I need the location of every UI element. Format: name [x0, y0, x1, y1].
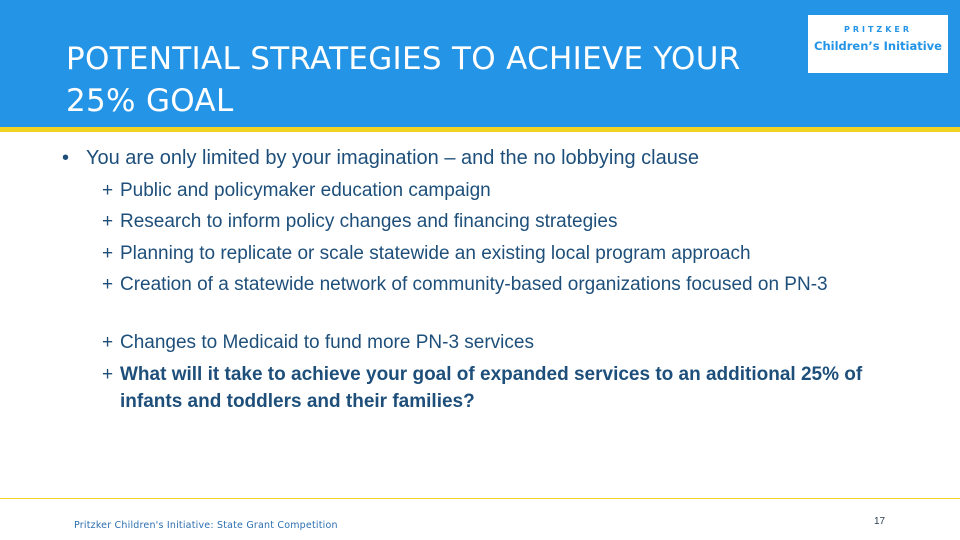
slide-title-line-1: POTENTIAL STRATEGIES TO ACHIEVE YOUR	[66, 41, 741, 77]
sub-bullet-item-question	[102, 361, 902, 415]
plus-icon: +	[102, 243, 114, 264]
pritzker-logo	[808, 15, 948, 73]
plus-icon: +	[102, 180, 114, 201]
sub-bullet-item	[102, 177, 902, 204]
main-bullet	[62, 146, 699, 170]
plus-icon: +	[102, 332, 114, 353]
header-accent-stripe	[0, 127, 960, 132]
sub-bullet-item	[102, 329, 902, 356]
logo-wordmark-top: PRITZKER	[843, 25, 913, 34]
sub-bullet-text: Planning to replicate or scale statewide an existing local program approach	[120, 243, 751, 264]
sub-bullet-item	[102, 240, 902, 267]
logo-wordmark-bottom: Children’s Initiative	[814, 39, 942, 53]
footer-divider	[0, 498, 960, 499]
sub-bullet-text: Creation of a statewide network of community-based organizations focused on PN-3	[120, 274, 828, 295]
page-number: 17	[874, 516, 886, 527]
plus-icon: +	[102, 364, 114, 385]
footer-caption: Pritzker Children's Initiative: State Grant Competition	[74, 520, 338, 531]
sub-bullet-text: Public and policymaker education campaign	[120, 180, 491, 201]
plus-icon: +	[102, 211, 114, 232]
slide-title	[66, 38, 796, 122]
bullet-dot-icon: •	[62, 147, 70, 169]
sub-bullet-text: Research to inform policy changes and financing strategies	[120, 211, 618, 232]
sub-bullet-text: What will it take to achieve your goal of expanded services to an additional 25% of infants and toddlers and their families?	[120, 364, 863, 412]
sub-bullet-text: Changes to Medicaid to fund more PN-3 services	[120, 332, 534, 353]
sub-bullet-item	[102, 208, 902, 235]
main-bullet-text: You are only limited by your imagination – and the no lobbying clause	[86, 147, 699, 169]
slide-title-line-2: 25% GOAL	[66, 83, 234, 119]
sub-bullet-item	[102, 271, 902, 298]
plus-icon: +	[102, 274, 114, 295]
